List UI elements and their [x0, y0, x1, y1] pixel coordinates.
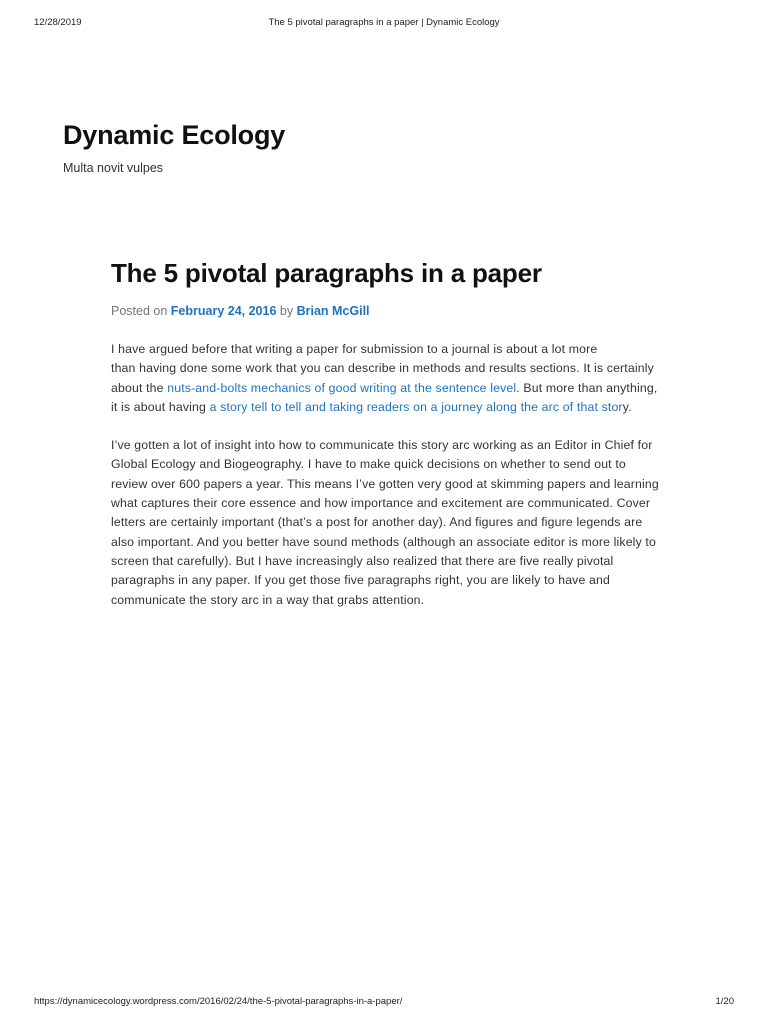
print-header	[34, 17, 734, 31]
print-footer	[34, 996, 734, 1010]
paragraph-1-text-1: than having done some work that you can describe in methods and results sections. It is certainly about the	[111, 361, 654, 395]
paragraph-1-line-1: I have argued before that writing a paper for submission to a journal is about a lot more	[111, 342, 598, 356]
by-label: by	[279, 304, 294, 318]
site-title[interactable]: Dynamic Ecology	[63, 120, 286, 150]
sentence-level-writing-link[interactable]: nuts-and-bolts mechanics of good writing at the sentence level	[167, 380, 517, 395]
author-link[interactable]: Brian McGill	[296, 304, 370, 318]
story-arc-link[interactable]: a story tell to tell and taking readers on a journey along the arc of that stor	[209, 399, 623, 414]
paragraph-2: I’ve gotten a lot of insight into how to communicate this story arc working as an Editor in Chief for Global Ecology and Biogeography. I have to make quick decisions on whether to send out to review over 600 papers a year. This means I’ve gotten very good at skimming papers and learning what captures their core essence and how importance and excitement are communicated. Cover letters are certainly important (that’s a post for another day). And figures and figure legends are also important. And you better have sound methods (although an associate editor is more likely to screen that carefully). But I have increasingly also realized that there are five really pivotal paragraphs in any paper. If you get those five paragraphs right, you are likely to have and communicate the story arc in a way that grabs attention.	[111, 438, 659, 607]
post-meta	[111, 304, 659, 318]
post-title: The 5 pivotal paragraphs in a paper	[111, 258, 542, 288]
print-document-title: The 5 pivotal paragraphs in a paper | Dynamic Ecology	[268, 17, 500, 28]
paragraph-1-text-2: . But more than anything, it is about having	[111, 380, 658, 414]
print-url: https://dynamicecology.wordpress.com/2016/02/24/the-5-pivotal-paragraphs-in-a-paper/	[34, 996, 403, 1007]
site-tagline: Multa novit vulpes	[63, 161, 164, 175]
posted-on-label: Posted on	[111, 304, 168, 318]
paragraph-1	[111, 340, 659, 417]
post-article	[111, 258, 659, 629]
print-date: 12/28/2019	[34, 17, 82, 28]
post-body	[111, 340, 659, 610]
paragraph-1-text-3: y.	[622, 399, 632, 414]
post-date-link[interactable]: February 24, 2016	[170, 304, 277, 318]
site-header	[63, 120, 285, 175]
page-number: 1/20	[715, 996, 734, 1007]
